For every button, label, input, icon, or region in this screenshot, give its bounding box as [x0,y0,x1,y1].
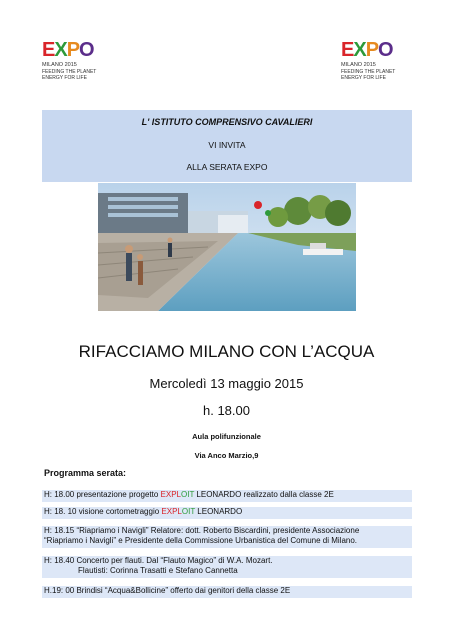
invite-line [42,140,412,150]
item-line-1: H.19: 00 Brindisi “Acqua&Bollicine” offerto dai genitori della classe 2E [44,586,291,595]
expo-logo-right [341,40,411,81]
event-title: RIFACCIAMO MILANO CON L’ACQUA [78,342,375,361]
item-line-2: “Riapriamo i Navigli” e Presidente della Commissione Urbanistica del Comune di Milano. [44,536,358,545]
brand-oit: OIT [181,507,196,516]
expo-wordmark [341,40,411,60]
event-text: ALLA SERATA EXPO [186,162,268,172]
logo-tagline-1: FEEDING THE PLANET [42,69,97,75]
expo-letter-x: X [353,39,366,61]
brand-expl: EXPL [161,507,182,516]
program-item-5 [42,586,412,598]
program-item-1 [42,490,412,502]
expo-wordmark [42,40,112,60]
invite-header [42,117,412,127]
expo-letter-e: E [341,39,354,61]
brand-oit: OIT [181,490,195,499]
expo-letter-p: P [66,39,80,61]
item-line-1: H: 18.40 Concerto per flauti. Dal “Flauto Magico” di W.A. Mozart. [44,556,273,565]
expo-letter-x: X [54,39,67,61]
program-item-4 [42,556,412,578]
item-text: H: 18. 10 visione cortometraggio [44,507,162,516]
expo-letter-e: E [42,39,55,61]
brand-expl: EXPL [160,490,181,499]
expo-logo-left [42,40,112,81]
school-line: L' ISTITUTO COMPRENSIVO CAVALIERI [141,117,313,127]
item-line-1: H: 18.15 “Riapriamo i Navigli” Relatore: dott. Roberto Biscardini, presidente Associazione [44,526,360,535]
program-item-3 [42,526,412,548]
logo-tagline-2: ENERGY FOR LIFE [341,75,386,81]
program-item-2 [42,507,412,519]
event-location-room: Aula polifunzionale [192,432,261,441]
event-line [42,162,412,172]
event-time: h. 18.00 [203,403,250,418]
brand-leonardo: LEONARDO [194,490,242,499]
program-heading: Programma serata: [44,468,127,478]
event-date: Mercoledì 13 maggio 2015 [149,376,304,391]
logo-tagline-1: FEEDING THE PLANET [341,69,396,75]
item-text-tail: realizzato dalla classe 2E [241,490,334,499]
logo-city: MILANO 2015 [42,62,77,68]
expo-letter-o: O [79,39,94,61]
logo-city: MILANO 2015 [341,62,376,68]
expo-letter-o: O [378,39,393,61]
item-text: H: 18.00 presentazione progetto [44,490,161,499]
expo-letter-p: P [365,39,379,61]
item-line-2: Flautisti: Corinna Trasatti e Stefano Cannetta [78,566,238,575]
logo-tagline-2: ENERGY FOR LIFE [42,75,87,81]
invite-text: VI INVITA [208,140,246,150]
brand-leonardo: LEONARDO [195,507,243,516]
canal-illustration [98,183,356,311]
event-location-address: Via Anco Marzio,9 [194,451,259,460]
